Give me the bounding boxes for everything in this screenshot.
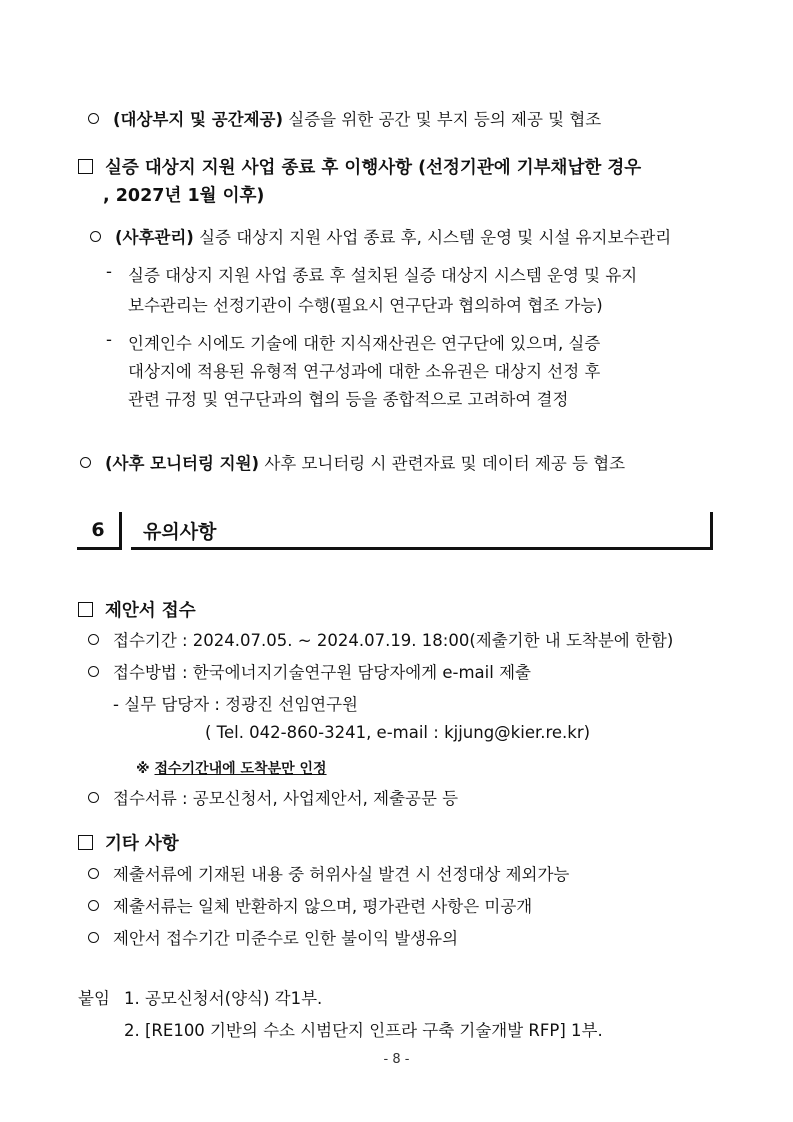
checkbox-square-icon <box>78 602 93 617</box>
proposal-method <box>88 659 531 683</box>
after-support-heading <box>78 154 641 179</box>
attachments-label: 붙임 <box>78 989 110 1008</box>
dash1-line2: 보수관리는 선정기관이 수행(필요시 연구단과 협의하여 협조 가능) <box>128 296 603 315</box>
dash-marker-1: - <box>106 262 112 281</box>
proposal-note <box>136 758 327 778</box>
dash1-line1: 실증 대상지 지원 사업 종료 후 설치된 실증 대상지 시스템 운영 및 유지 <box>128 266 638 285</box>
period-text: 접수기간 : 2024.07.05. ~ 2024.07.19. 18:00(제출기한 내 도착분에 한함) <box>113 631 674 650</box>
heading-text: 기타 사항 <box>105 834 179 854</box>
proposal-contact: - 실무 담당자 : 정광진 선임연구원 <box>113 695 358 714</box>
bullet-circle-icon <box>80 457 91 468</box>
bullet-circle-icon <box>88 868 99 879</box>
note-text: 접수기간내에 도착분만 인정 <box>154 761 327 777</box>
section-underline-right <box>131 547 713 550</box>
proposal-heading <box>78 597 196 622</box>
attachment-item-1: 1. 공모신청서(양식) 각1부. <box>124 989 323 1008</box>
item-text: 사후 모니터링 시 관련자료 및 데이터 제공 등 협조 <box>264 454 626 473</box>
bullet-circle-icon <box>88 113 99 124</box>
section-divider <box>119 512 122 550</box>
section-number: 6 <box>91 519 105 541</box>
list-item-text: 제출서류에 기재된 내용 중 허위사실 발견 시 선정대상 제외가능 <box>113 865 570 884</box>
bullet-circle-icon <box>88 792 99 803</box>
checkbox-square-icon <box>78 835 93 850</box>
space-provision-item <box>88 106 601 130</box>
dash2-line2: 대상지에 적용된 유형적 연구성과에 대한 소유권은 대상지 선정 후 <box>128 362 601 381</box>
section-right-border <box>710 512 713 550</box>
bullet-circle-icon <box>88 666 99 677</box>
proposal-contact-detail: ( Tel. 042-860-3241, e-mail : kjjung@kier.re.kr) <box>205 723 591 742</box>
proposal-documents <box>88 785 458 809</box>
heading-text: 제안서 접수 <box>105 601 196 621</box>
list-item <box>88 861 569 885</box>
note-mark: ※ <box>136 761 150 777</box>
item-label: (사후관리) <box>115 228 194 247</box>
method-text: 접수방법 : 한국에너지기술연구원 담당자에게 e-mail 제출 <box>113 663 531 682</box>
dash2-line3: 관련 규정 및 연구단과의 협의 등을 종합적으로 고려하여 결정 <box>128 390 569 409</box>
list-item-text: 제안서 접수기간 미준수로 인한 불이익 발생유의 <box>113 929 459 948</box>
etc-heading <box>78 830 179 855</box>
bullet-circle-icon <box>90 231 101 242</box>
attachment-item-2: 2. [RE100 기반의 수소 시범단지 인프라 구축 기술개발 RFP] 1부. <box>124 1021 603 1040</box>
item-label: (대상부지 및 공간제공) <box>113 110 284 129</box>
page-number: - 8 - <box>383 1052 410 1067</box>
checkbox-square-icon <box>78 159 93 174</box>
monitoring-item <box>80 450 625 474</box>
post-management-item <box>90 224 671 248</box>
section-header <box>77 512 713 550</box>
dash2-line1: 인계인수 시에도 기술에 대한 지식재산권은 연구단에 있으며, 실증 <box>128 334 601 353</box>
after-support-heading-line2: , 2027년 1월 이후) <box>103 186 265 206</box>
list-item <box>88 925 458 949</box>
bullet-circle-icon <box>88 932 99 943</box>
proposal-period <box>88 627 673 651</box>
item-text: 실증 대상지 지원 사업 종료 후, 시스템 운영 및 시설 유지보수관리 <box>199 228 672 247</box>
list-item-text: 제출서류는 일체 반환하지 않으며, 평가관련 사항은 미공개 <box>113 897 533 916</box>
section-title: 유의사항 <box>143 521 217 543</box>
list-item <box>88 893 532 917</box>
dash-marker-2: - <box>106 330 112 349</box>
bullet-circle-icon <box>88 900 99 911</box>
item-label: (사후 모니터링 지원) <box>105 454 260 473</box>
section-underline-left <box>77 547 121 550</box>
heading-line1: 실증 대상지 지원 사업 종료 후 이행사항 (선정기관에 기부채납한 경우 <box>105 158 642 178</box>
item-text: 실증을 위한 공간 및 부지 등의 제공 및 협조 <box>288 110 602 129</box>
documents-text: 접수서류 : 공모신청서, 사업제안서, 제출공문 등 <box>113 789 459 808</box>
bullet-circle-icon <box>88 634 99 645</box>
